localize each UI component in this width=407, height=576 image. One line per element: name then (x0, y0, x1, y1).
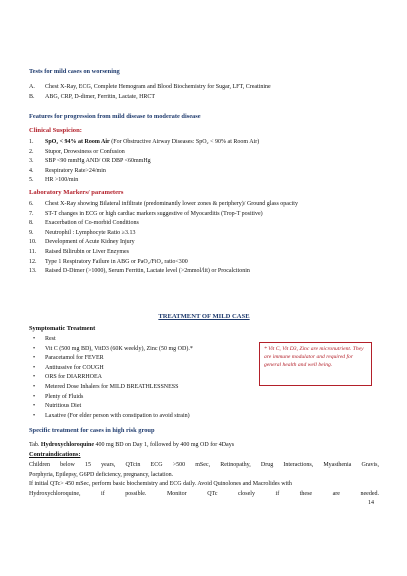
list-item: 3. SBP <90 mmHg AND/ OR DBP <60mmHg (29, 158, 151, 165)
tests-mild-heading: Tests for mild cases on worsening (29, 68, 120, 75)
clinical-suspicion-heading: Clinical Suspicion: (29, 127, 82, 134)
list-item: • Laxative (For elder person with constipation to avoid strain) (29, 412, 379, 422)
list-item: 11. Raised Bilirubin or Liver Enzymes (29, 248, 129, 255)
features-heading: Features for progression from mild disease to moderate disease (29, 113, 201, 120)
lab-markers-heading: Laboratory Markers/ parameters (29, 189, 124, 196)
list-item: • Plenty of Fluids (29, 393, 379, 403)
list-item: A. Chest X-Ray, ECG, Complete Hemogram and Blood Biochemistry for Sugar, LFT, Creatinine (29, 84, 271, 90)
list-item: 8. Exacerbation of Co-morbid Conditions (29, 220, 139, 227)
list-item: • Paracetamol for FEVER (29, 354, 379, 364)
list-item: 12. Type 1 Respiratory Failure in ABG or PaO₂/FiO₂ ratio<300 (29, 258, 188, 265)
list-item: • Antitussive for COUGH (29, 364, 379, 374)
contraindications-heading: Contraindications: (29, 451, 81, 458)
symptomatic-heading: Symptomatic Treatment (29, 325, 96, 332)
hcq-dose-line: Tab. Hydroxychloroquine 400 mg BD on Day 1, followed by 400 mg OD for 4Days (29, 442, 235, 448)
page-number: 14 (368, 500, 374, 506)
list-item: 7. ST-T changes in ECG or high cardiac markers suggestive of Myocarditis (Trop-T positive) (29, 210, 263, 217)
list-item: • Vit C (500 mg BD), VitD3 (60K weekly), Zinc (50 mg OD).* (29, 345, 379, 355)
micronutrient-note: * Vit C, Vit D3, Zinc are micronutrient. They are immune modulator and required for general health and well being. (259, 342, 372, 386)
list-item: • Nutritious Diet (29, 402, 379, 412)
list-item: • Metered Dose Inhalers for MILD BREATHLESSNESS (29, 383, 379, 393)
lab-list (29, 200, 379, 277)
list-item: 4. Respiratory Rate>24/min (29, 167, 106, 174)
list-item: 5. HR >100/min (29, 177, 79, 184)
list-item: 13. Raised D-Dimer (>1000), Serum Ferritin, Lactate level (>2mmol/lit) or Procalcitonin (29, 268, 250, 275)
list-item: • Rest (29, 335, 379, 345)
treatment-title: TREATMENT OF MILD CASE (158, 313, 250, 320)
list-item: 2. Stupor, Drowsiness or Confusion (29, 148, 125, 155)
high-risk-heading: Specific treatment for cases in high risk group (29, 427, 155, 434)
contraindications-text: Children below 15 years, QTcin ECG >500 mSec, Retinopathy, Drug Interactions, Myasthenia Gravis, Porphyria, Epilepsy, G6PD deficiency, pregnancy, lactation. If initial QTc> 450 mSec, perform basic biochemistry and ECG daily. Avoid Quinolones and Macrolides with Hydroxychloroquine, if possible. Monitor QTc closely if these are needed. (29, 462, 379, 497)
clinical-list (29, 138, 379, 186)
tests-mild-list (29, 83, 379, 102)
list-item: • ORS for DIARRHOEA (29, 373, 379, 383)
list-item: 6. Chest X-Ray showing Bilateral infiltrate (predominantly lower zones & periphery)/ Ground glass opacity (29, 201, 298, 207)
list-item: 1. SpO₂ < 94% at Room Air (For Obstructive Airway Diseases: SpO₂ < 90% at Room Air) (29, 139, 260, 145)
list-item: 10. Development of Acute Kidney Injury (29, 239, 135, 246)
list-item: B. ABG, CRP, D-dimer, Ferritin, Lactate, HRCT (29, 93, 156, 100)
list-item: 9. Neutrophil : Lymphocyte Ratio ≥3.13 (29, 229, 136, 236)
